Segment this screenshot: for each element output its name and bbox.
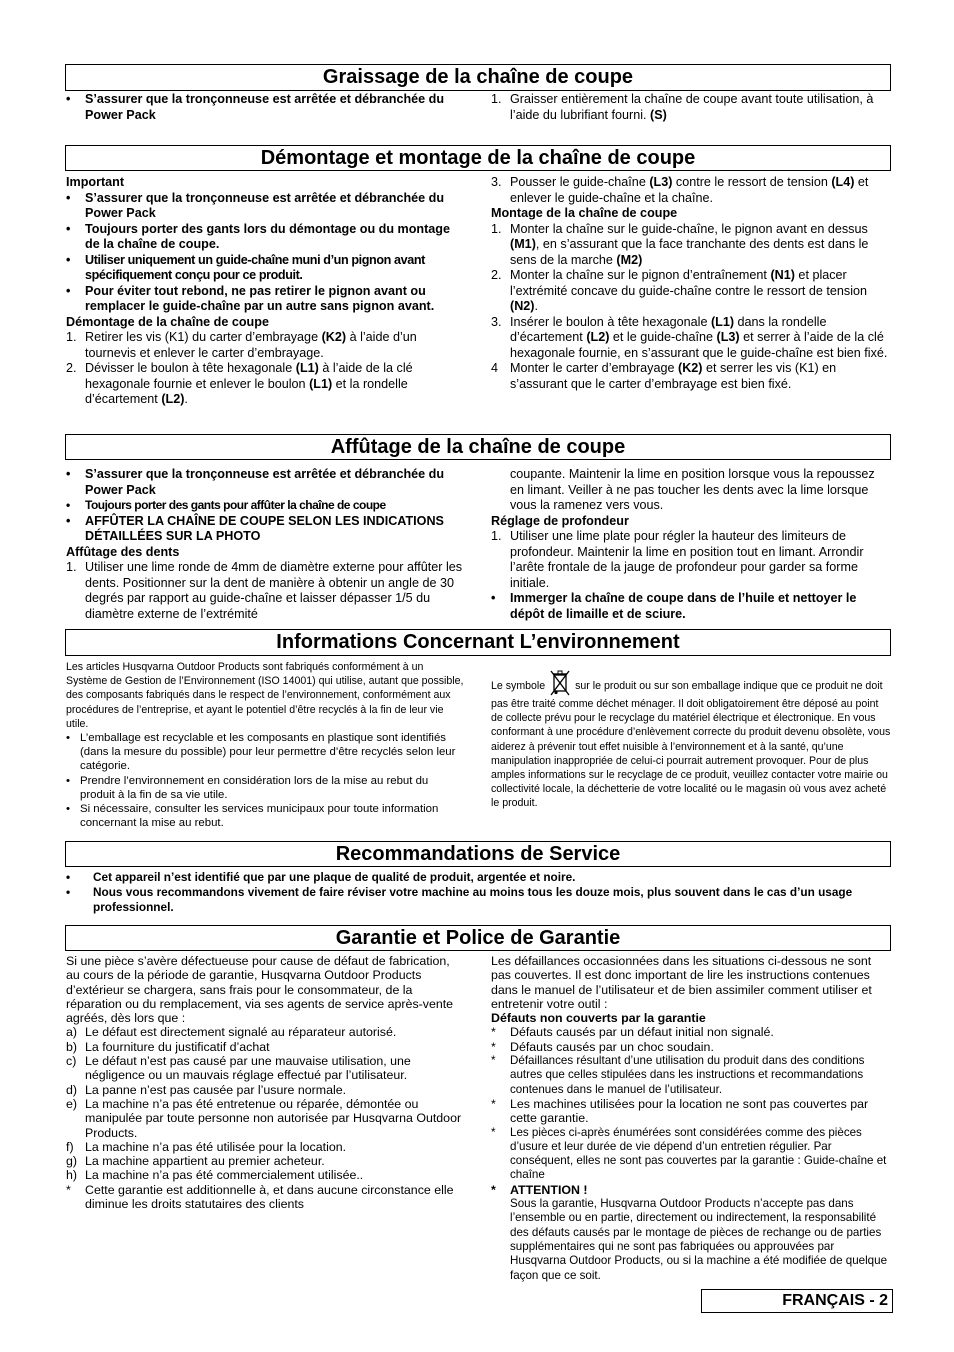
sharpening-right: coupante. Maintenir la lime en position lorsque vous la repoussez en limant. Veiller à ne pas toucher les dents avec la lime lorsque vous la ramenez vers vous. Réglage de profondeur 1. Utiliser une lime plate pour régler la hauteur des limiteurs de profondeur. Maintenir la lime en position tout en limant. Arrondir l’arête frontale de la jauge de profondeur pour garder sa forme initiale. • Immerger la chaîne de coupe dans de l’huile et nettoyer le dépôt de limaille et de sciure.	[491, 467, 891, 622]
environment-right: Le symbole sur le produit ou sur son emballage indique que ce produit ne doit pas être traité comme déchet ménager. Il doit obligatoirement être déposé au point de collecte prévu pour le recyclage du matériel électrique et électronique. En vous conformant à une procédure d’enlèvement correcte du produit devenu obsolète, vous aiderez à prévenir tout effet nuisible à l’environnement et à la santé, qu’une manipulation inappropriée de celui-ci pourrait autrement provoquer. Pour de plus amples informations sur le recyclage de ce produit, veuillez contacter votre mairie ou collectivité locale, la déchetterie de votre localité ou le magasin où vous avez acheté le produit.	[491, 669, 891, 811]
warranty-left: Si une pièce s’avère défectueuse pour cause de défaut de fabrication, au cours de la période de garantie, Husqvarna Outdoor Products d’extérieur se chargera, sans frais pour le consommateur, de la réparation ou du remplacement, via ses agents de service après-vente agréés, dès lors que : a) Le défaut est directement signalé au réparateur autorisé. b) La fourniture du justificatif d’achat c) Le défaut n’est pas causé par une mauvaise utilisation, une négligence ou un mauvais réglage effectué par l’utilisateur. d) La panne n’est pas causée par l’usure normale. e) La machine n’a pas été entretenue ou réparée, démontée ou manipulée par toute personne non autorisée par Husqvarna Outdoor Products. f) La machine n’a pas été utilisée pour la location. g) La machine appartient au premier acheteur. h) La machine n’a pas été commercialement utilisée.. * Cette garantie est additionnelle à, et dans aucune circonstance elle diminue les droits statutaires des clients	[66, 954, 462, 1212]
warranty-title: Garantie et Police de Garantie	[65, 925, 891, 951]
sharpening-title: Affûtage de la chaîne de coupe	[65, 434, 891, 460]
environment-title: Informations Concernant L’environnement	[65, 629, 891, 656]
service-title: Recommandations de Service	[65, 841, 891, 867]
greasing-right: 1. Graisser entièrement la chaîne de coupe avant toute utilisation, à l’aide du lubrifiant fourni. (S)	[491, 92, 874, 122]
crossed-out-wheelie-bin-icon	[550, 669, 570, 697]
environment-left: Les articles Husqvarna Outdoor Products sont fabriqués conformément à un Système de Gestion de l’Environnement (ISO 14001) qui utilise, autant que possible, des composants fabriqués dans le respect de l’environnement, conformément aux procédures de l’entreprise, et ayant le potentiel d’être recyclés à la fin de leur vie utile. • L’emballage est recyclable et les composants en plastique sont identifiés (dans la mesure du possible) pour leur permettre d’être recyclés selon leur catégorie. • Prendre l’environnement en considération lors de la mise au rebut du produit à la fin de sa vie utile. • Si nécessaire, consulter les services municipaux pour toute information concernant la mise au rebut.	[66, 661, 464, 830]
warranty-right: Les défaillances occasionnées dans les situations ci-dessous ne sont pas couvertes. Il est donc important de lire les instructions contenues dans le manuel de l’utilisateur et de bien assimiler comment utiliser et entretenir votre outil : Défauts non couverts par la garantie * Défauts causés par un défaut initial non signalé. * Défauts causés par un choc soudain. * Défaillances résultant d’une utilisation du produit dans des conditions autres que celles stipulées dans les instructions et recommandations contenues dans le manuel de l’utilisateur. * Les machines utilisées pour la location ne sont pas couvertes par cette garantie. * Les pièces ci-après énumérées sont considérées comme des pièces d’usure et leur durée de vie dépend d’un entretien régulier. Par conséquent, elles ne sont pas couvertes par la garantie : Guide-chaîne et chaîne * ATTENTION ! Sous la garantie, Husqvarna Outdoor Products n’accepte pas dans l’ensemble ou en partie, directement ou indirectement, la responsabilité des défauts causés par le montage de pièces de rechange ou de parties supplémentaires qui ne sont pas fabriquées ou approuvées par Husqvarna Outdoor Products, ou si la machine a été modifiée de quelque façon que ce soit.	[491, 954, 891, 1283]
fitting-heading: Montage de la chaîne de coupe	[491, 206, 678, 220]
chain-removal-title: Démontage et montage de la chaîne de coupe	[65, 145, 891, 171]
important-label: Important	[66, 175, 125, 189]
teeth-heading: Affûtage des dents	[66, 544, 180, 559]
chain-removal-right: 3. Pousser le guide-chaîne (L3) contre le ressort de tension (L4) et enlever le guide-chaîne et la chaîne. Montage de la chaîne de coupe 1. Monter la chaîne sur le guide-chaîne, le pignon avant en dessus (M1), en s’assurant que la face tranchante des dents est dans le sens de la marche (M2) 2. Monter la chaîne sur le pignon d’entraînement (N1) et placer l’extrémité concave du guide-chaîne contre le ressort de tension (N2). 3. Insérer le boulon à tête hexagonale (L1) dans la rondelle d’écartement (L2) et le guide-chaîne (L3) et serrer à l’aide de la clé hexagonale fournie, en s’assurant que le guide-chaîne est bien fixé. 4 Monter le carter d’embrayage (K2) et serrer les vis (K1) en s’assurant que le carter d’embrayage est bien fixé.	[491, 175, 891, 392]
greasing-step: Graisser entièrement la chaîne de coupe avant toute utilisation, à l’aide du lubrifiant fourni.	[510, 92, 874, 122]
greasing-bullet: S’assurer que la tronçonneuse est arrêtée et débranchée du Power Pack	[85, 92, 445, 122]
sharpening-left: • S’assurer que la tronçonneuse est arrêtée et débranchée du Power Pack • Toujours porter des gants pour affûter la chaîne de coupe • AFFÛTER LA CHAÎNE DE COUPE SELON LES INDICATIONS DÉTAILLÉES SUR LA PHOTO Affûtage des dents 1. Utiliser une lime ronde de 4mm de diamètre externe pour affûter les dents. Positionner sur la dent de manière à obtenir un angle de 30 degrés par rapport au guide-chaîne et laisser dépasser 1/5 du diamètre externe de l’extrémité	[66, 467, 466, 622]
removal-heading: Démontage de la chaîne de coupe	[66, 314, 269, 329]
page-footer: FRANÇAIS - 2	[701, 1289, 893, 1313]
service-list: • Cet appareil n’est identifié que par une plaque de qualité de produit, argentée et noire. • Nous vous recommandons vivement de faire réviser votre machine au moins tous les douze mois, plus souvent dans le cas d’un usage professionnel.	[66, 870, 853, 914]
chain-removal-left: Important • S’assurer que la tronçonneuse est arrêtée et débranchée du Power Pack • Toujours porter des gants lors du démontage ou du montage de la chaîne de coupe. • Utiliser uniquement un guide-chaîne muni d’un pignon avant spécifiquement conçu pour ce produit. • Pour éviter tout rebond, ne pas retirer le pignon avant ou remplacer le guide-chaîne par un autre sans pignon avant. Démontage de la chaîne de coupe 1. Retirer les vis (K1) du carter d’embrayage (K2) à l’aide d’un tournevis et enlever le carter d’embrayage. 2. Dévisser le boulon à tête hexagonale (L1) à l’aide de la clé hexagonale fournie et enlever le boulon (L1) et la rondelle d’écartement (L2).	[66, 175, 466, 408]
greasing-title: Graissage de la chaîne de coupe	[65, 64, 891, 91]
depth-heading: Réglage de profondeur	[491, 513, 629, 528]
greasing-left: • S’assurer que la tronçonneuse est arrêtée et débranchée du Power Pack	[66, 92, 445, 122]
not-covered-heading: Défauts non couverts par la garantie	[491, 1011, 706, 1026]
